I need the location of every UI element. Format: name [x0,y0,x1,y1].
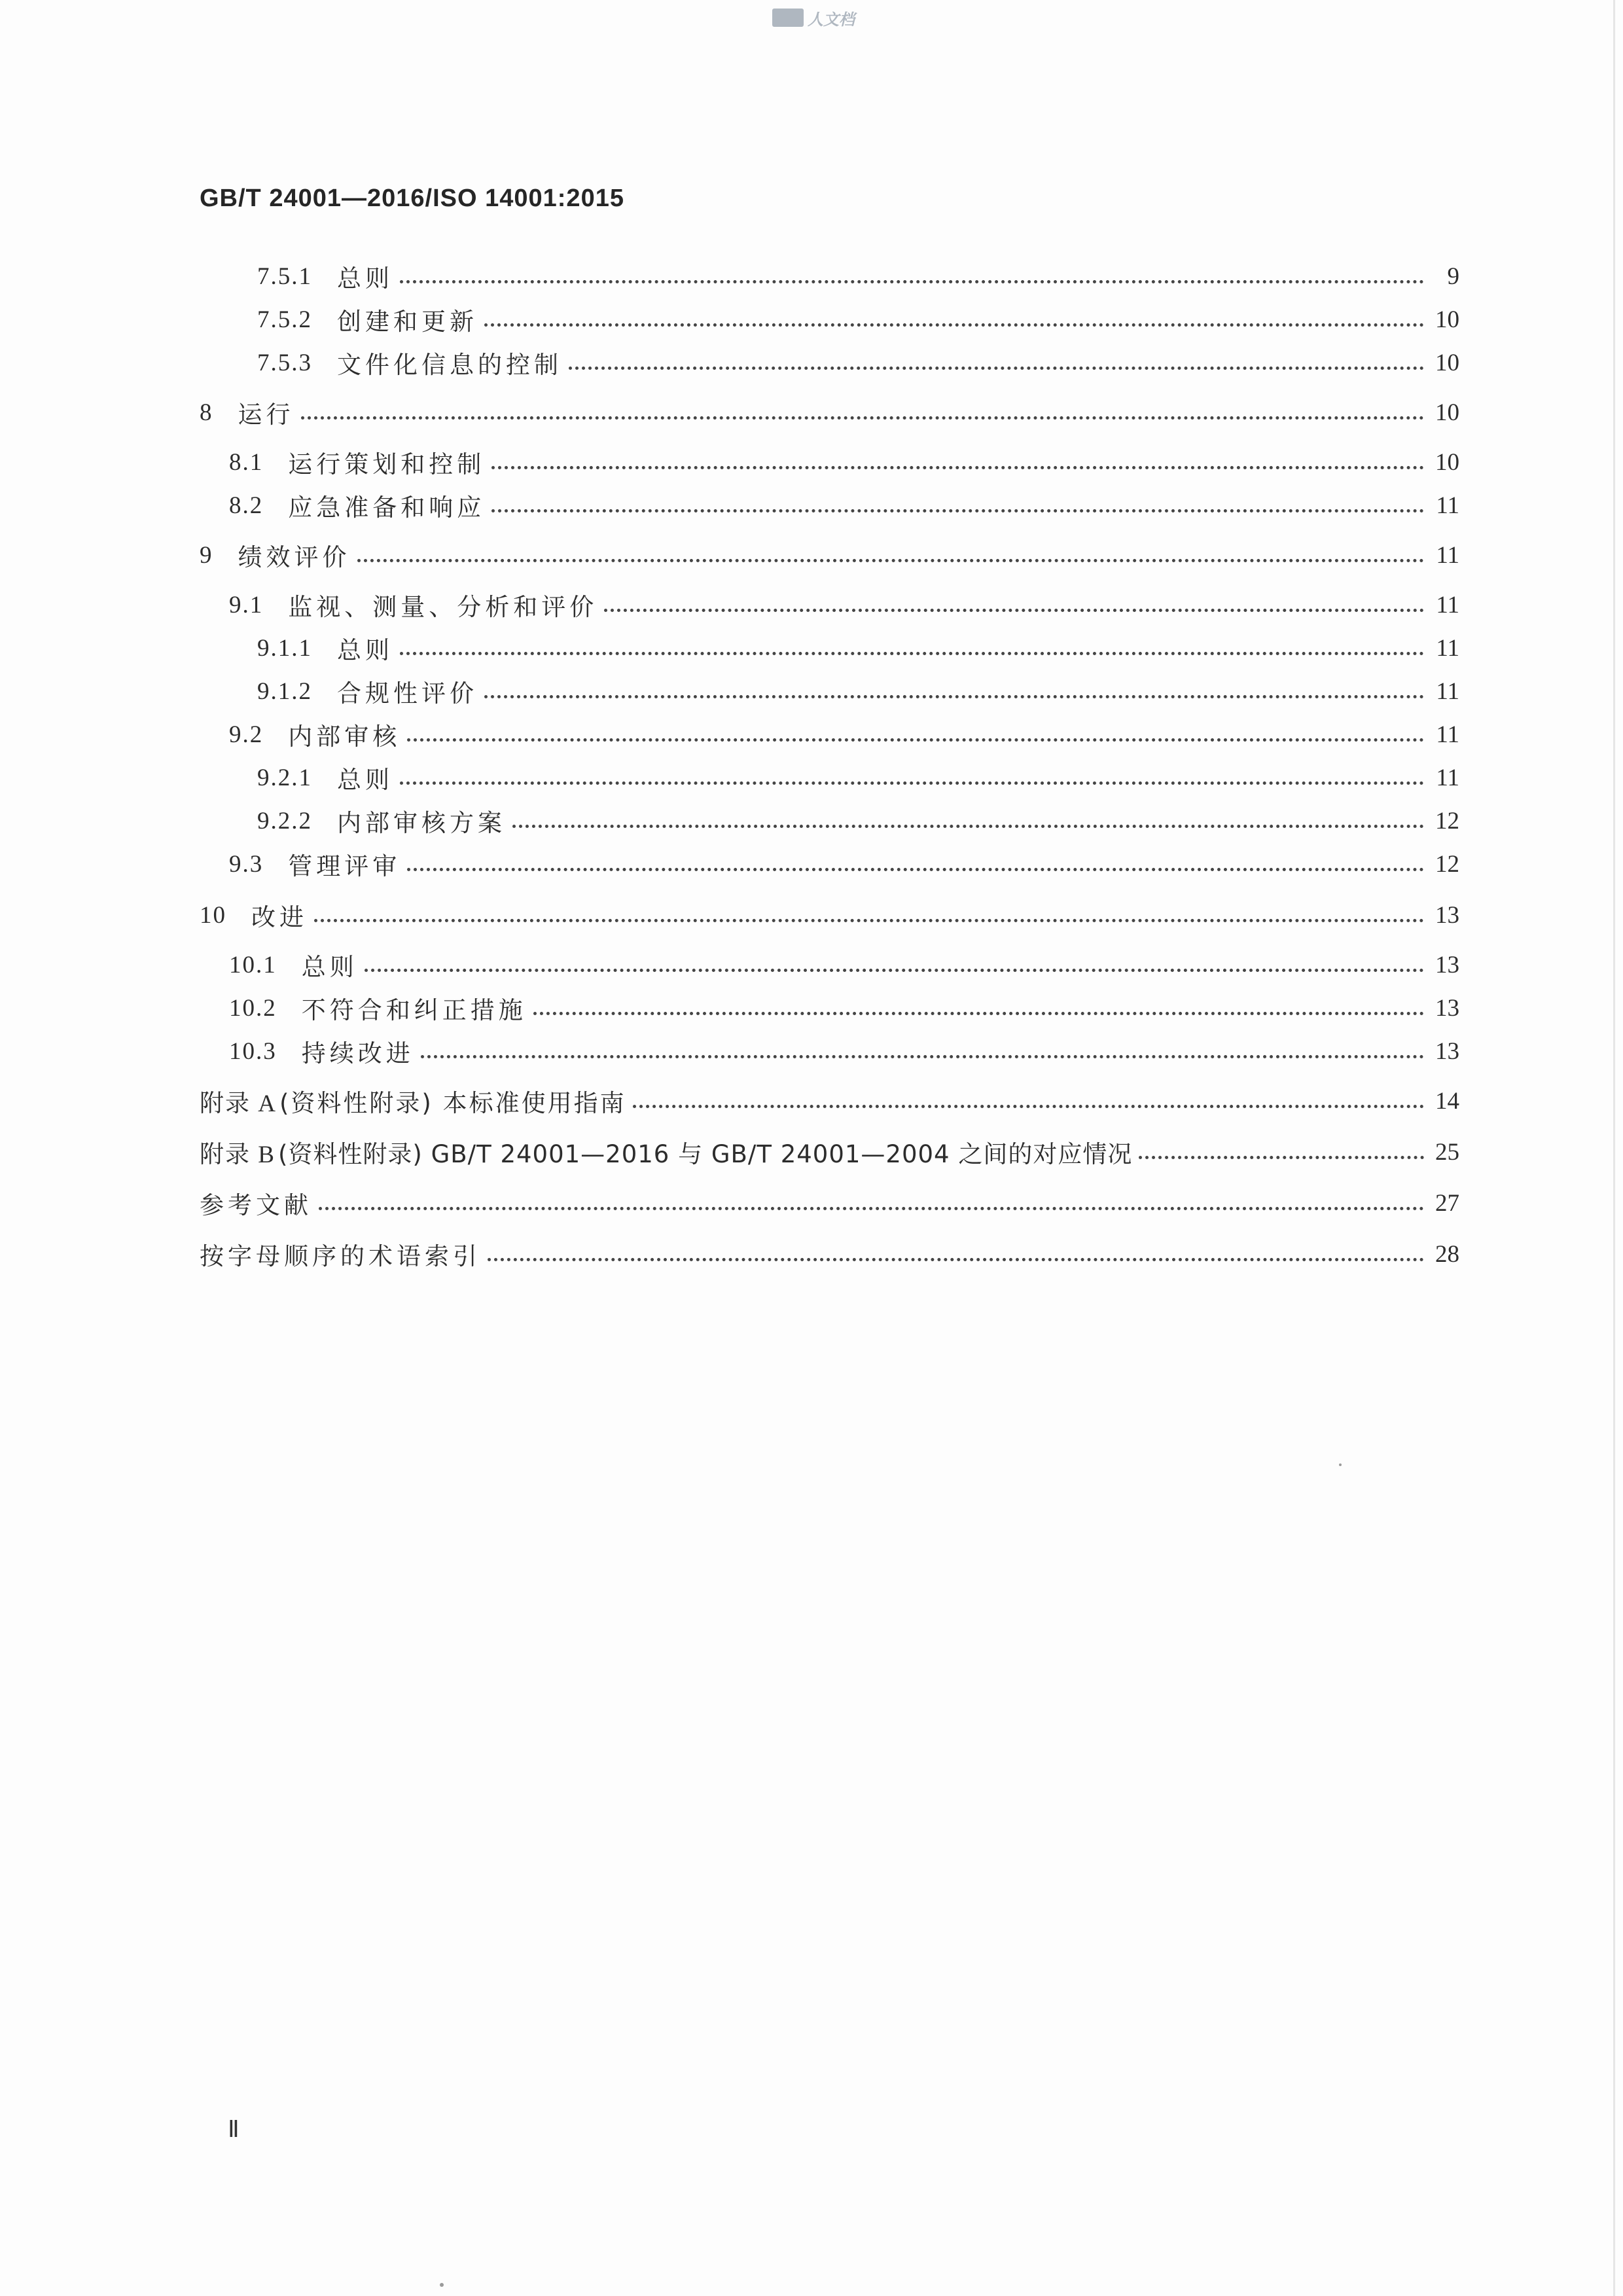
toc-entry-label: 参考文献 [200,1191,312,1219]
toc-entry-bibliography[interactable] [200,1183,1459,1223]
toc-entry-number: 9.2.2 [257,807,312,834]
dot-leader [365,952,1424,977]
toc-entry-label: 不符合和纠正措施 [301,996,527,1024]
toc-entry-label: 应急准备和响应 [288,493,486,522]
dot-leader [357,543,1425,567]
toc-entry-number: 附录 A [200,1090,277,1117]
toc-entry-label: (资料性附录) 本标准使用指南 [279,1089,626,1117]
watermark-logo-icon [772,9,804,27]
toc-entry-page: 11 [1436,492,1459,519]
toc-entry-label: 改进 [251,903,308,931]
toc-entry-number: 9.2.1 [257,764,312,791]
toc-entry-label: 持续改进 [301,1039,414,1067]
toc-entry-9-3[interactable] [229,844,1459,884]
toc-entry-page: 13 [1435,901,1459,929]
dot-leader [400,264,1424,289]
toc-entry-page: 11 [1436,721,1459,748]
toc-entry-label: 内部审核 [288,723,401,751]
toc-entry-page: 13 [1435,951,1459,978]
toc-entry-page: 11 [1436,541,1459,569]
dot-leader [512,808,1424,833]
toc-entry-label: 运行 [238,401,294,429]
toc-entry-number: 10.1 [229,951,277,978]
page-edge-shadow [1613,0,1615,2296]
watermark [772,7,861,29]
toc-entry-page: 10 [1435,349,1459,376]
toc-entry-number: 8.1 [229,448,264,476]
toc-entry-label: 文件化信息的控制 [337,351,562,379]
toc-entry-term-index[interactable] [200,1234,1459,1274]
dot-leader [400,636,1424,660]
toc-entry-7-5-1[interactable] [257,257,1459,296]
toc-entry-number: 9.1.1 [257,634,312,662]
standard-id-header: GB/T 24001—2016/ISO 14001:2015 [200,185,624,212]
toc-entry-7-5-3[interactable] [257,343,1459,382]
toc-entry-label: (资料性附录) GB/T 24001—2016 与 GB/T 24001—2004 之间的对应情况 [277,1140,1133,1168]
dot-leader [1139,1139,1424,1164]
toc-entry-label: 管理评审 [288,852,401,880]
dot-leader [604,592,1424,617]
toc-entry-9-2-1[interactable] [257,758,1459,797]
toc-entry-page: 13 [1435,1037,1459,1065]
toc-entry-page: 11 [1436,591,1459,619]
dot-leader [533,996,1424,1020]
toc-entry-page: 10 [1435,448,1459,476]
toc-entry-number: 7.5.2 [257,306,312,333]
toc-entry-page: 10 [1435,306,1459,333]
toc-entry-number: 10.2 [229,994,277,1022]
dot-leader [488,1242,1424,1266]
toc-entry-page: 9 [1447,262,1459,290]
dot-leader [407,852,1424,876]
toc-entry-number: 9.1 [229,591,264,619]
dot-leader [491,493,1424,518]
toc-entry-8-2[interactable] [229,486,1459,525]
toc-entry-8[interactable] [200,393,1459,432]
toc-entry-9-2-2[interactable] [257,801,1459,840]
scan-speck [440,2283,444,2287]
toc-entry-label: 运行策划和控制 [288,450,486,478]
toc-entry-8-1[interactable] [229,442,1459,482]
toc-entry-7-5-2[interactable] [257,300,1459,339]
toc-entry-10-3[interactable] [229,1031,1459,1071]
toc-entry-10-2[interactable] [229,988,1459,1028]
toc-entry-9-1-2[interactable] [257,672,1459,711]
toc-entry-number: 9 [200,541,213,569]
toc-entry-label: 创建和更新 [337,308,478,336]
toc-entry-number: 8 [200,399,213,426]
toc-entry-label: 总则 [301,953,358,981]
toc-entry-page: 14 [1435,1087,1459,1115]
dot-leader [319,1191,1424,1215]
toc-entry-number: 10.3 [229,1037,277,1065]
toc-entry-label: 合规性评价 [337,679,478,708]
toc-entry-annex-a[interactable] [200,1081,1459,1121]
toc-entry-number: 9.3 [229,850,264,878]
dot-leader [484,307,1424,332]
toc-entry-9-2[interactable] [229,715,1459,754]
toc-entry-page: 13 [1435,994,1459,1022]
dot-leader [400,765,1424,790]
dot-leader [484,679,1424,704]
toc-entry-label: 总则 [337,636,393,664]
toc-entry-page: 10 [1435,399,1459,426]
toc-entry-label: 总则 [337,264,393,293]
toc-entry-page: 25 [1435,1138,1459,1166]
toc-entry-number: 9.2 [229,721,264,748]
dot-leader [301,400,1425,425]
toc-entry-page: 27 [1435,1189,1459,1217]
toc-entry-label: 总则 [337,766,393,794]
dot-leader [421,1039,1424,1064]
page-number-roman: Ⅱ [228,2116,240,2142]
toc-entry-page: 11 [1436,764,1459,791]
toc-entry-10-1[interactable] [229,945,1459,984]
dot-leader [569,350,1424,375]
toc-entry-label: 绩效评价 [238,543,351,571]
toc-entry-label: 监视、测量、分析和评价 [288,593,598,621]
toc-entry-number: 8.2 [229,492,264,519]
dot-leader [491,450,1424,475]
scan-speck [1339,1463,1342,1466]
toc-entry-10[interactable] [200,895,1459,935]
toc-entry-page: 12 [1435,807,1459,834]
toc-entry-label: 按字母顺序的术语索引 [200,1242,481,1270]
toc-entry-number: 7.5.3 [257,349,312,376]
toc-entry-9-1[interactable] [229,585,1459,624]
toc-entry-annex-b[interactable] [200,1132,1459,1172]
dot-leader [407,722,1424,747]
watermark-text: 人文档 [808,10,855,29]
toc-entry-number: 7.5.1 [257,262,312,290]
toc-entry-9-1-1[interactable] [257,628,1459,668]
toc-entry-number: 10 [200,901,226,929]
toc-entry-label: 内部审核方案 [337,809,506,837]
dot-leader [633,1088,1424,1113]
toc-entry-page: 12 [1435,850,1459,878]
toc-entry-page: 28 [1435,1240,1459,1268]
toc-entry-page: 11 [1436,677,1459,705]
toc-entry-number: 附录 B [200,1141,276,1168]
toc-entry-9[interactable] [200,535,1459,575]
toc-entry-page: 11 [1436,634,1459,662]
dot-leader [314,903,1424,927]
toc-entry-number: 9.1.2 [257,677,312,705]
